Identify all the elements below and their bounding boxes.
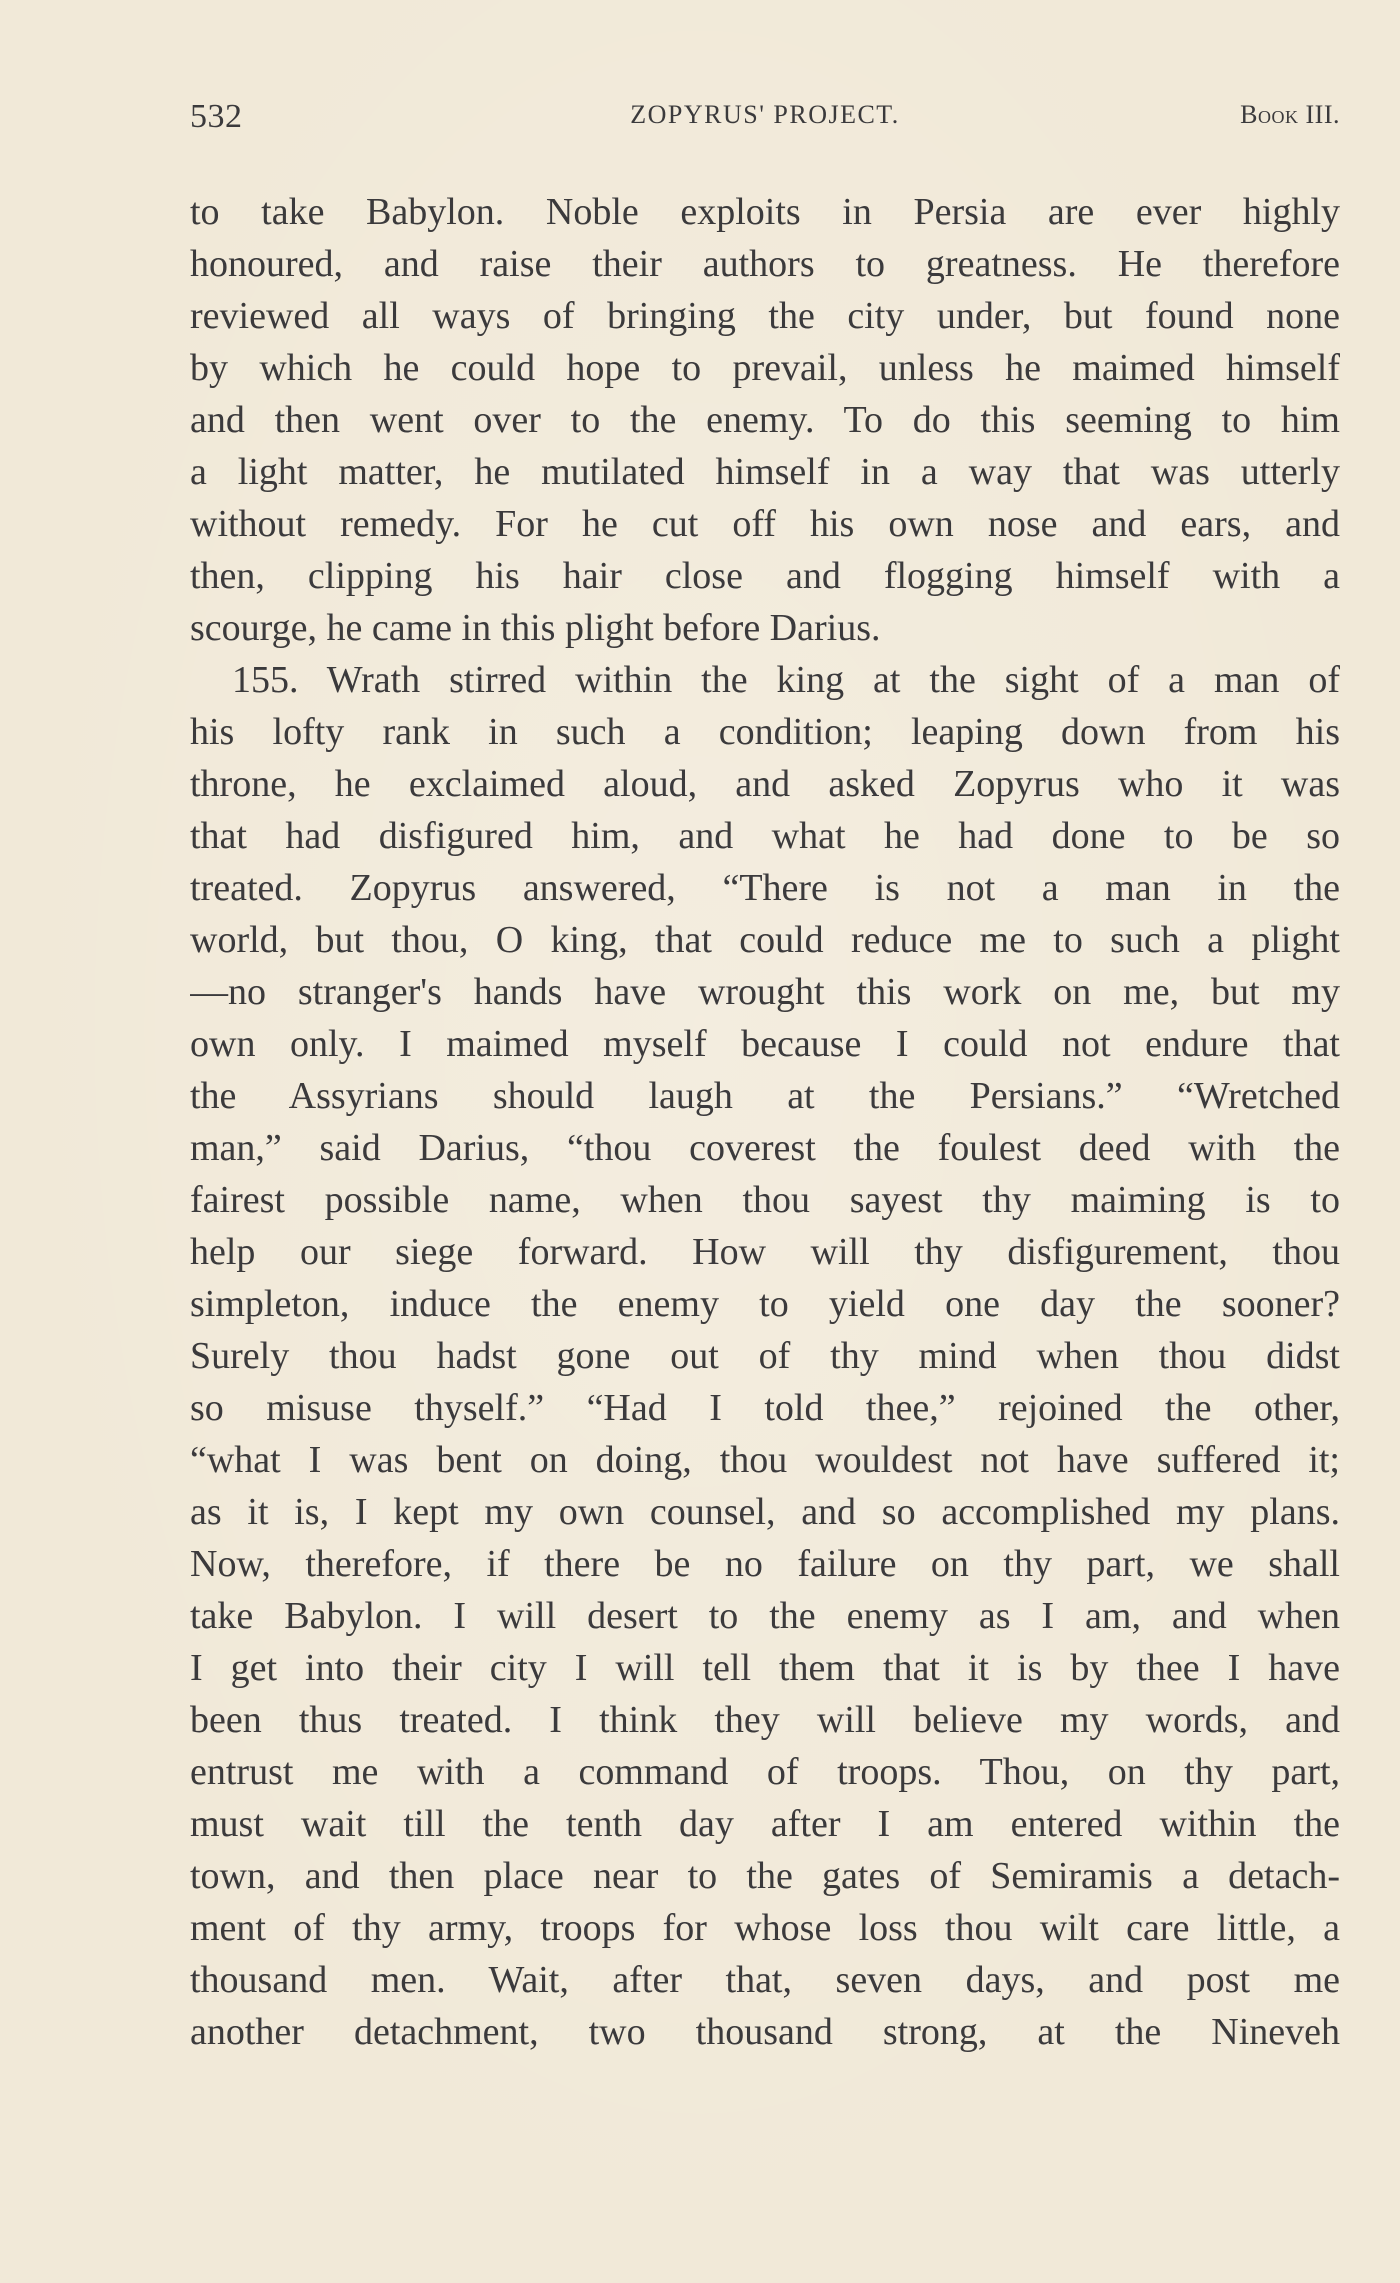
text-line: man,” said Darius, “thou coverest the foulest deed with the <box>190 1127 1340 1169</box>
text-line: world, but thou, O king, that could reduce me to such a plight <box>190 919 1340 961</box>
text-line: entrust me with a command of troops. Thou, on thy part, <box>190 1751 1340 1793</box>
text-line: reviewed all ways of bringing the city under, but found none <box>190 295 1340 337</box>
text-line: help our siege forward. How will thy disfigurement, thou <box>190 1231 1340 1273</box>
text-line: been thus treated. I think they will believe my words, and <box>190 1699 1340 1741</box>
text-line: “what I was bent on doing, thou wouldest not have suffered it; <box>190 1439 1340 1481</box>
text-line: without remedy. For he cut off his own nose and ears, and <box>190 503 1340 545</box>
book-label: Book III. <box>1240 100 1340 129</box>
text-line: honoured, and raise their authors to greatness. He therefore <box>190 243 1340 285</box>
text-line: simpleton, induce the enemy to yield one day the sooner? <box>190 1283 1340 1325</box>
page-number: 532 <box>190 98 243 135</box>
text-line: another detachment, two thousand strong, at the Nineveh <box>190 2011 1340 2053</box>
text-line: —no stranger's hands have wrought this work on me, but my <box>190 971 1340 1013</box>
text-line: his lofty rank in such a condition; leaping down from his <box>190 711 1340 753</box>
text-line: throne, he exclaimed aloud, and asked Zopyrus who it was <box>190 763 1340 805</box>
paragraph-end-line: scourge, he came in this plight before Darius. <box>190 607 881 649</box>
text-line: Surely thou hadst gone out of thy mind when thou didst <box>190 1335 1340 1377</box>
text-line: that had disfigured him, and what he had done to be so <box>190 815 1340 857</box>
text-line: ment of thy army, troops for whose loss thou wilt care little, a <box>190 1907 1340 1949</box>
running-head <box>190 98 1340 148</box>
text-line: then, clipping his hair close and flogging himself with a <box>190 555 1340 597</box>
text-line: by which he could hope to prevail, unless he maimed himself <box>190 347 1340 389</box>
text-line: thousand men. Wait, after that, seven days, and post me <box>190 1959 1340 2001</box>
text-line: and then went over to the enemy. To do this seeming to him <box>190 399 1340 441</box>
chapter-title: ZOPYRUS' PROJECT. <box>630 100 900 129</box>
text-line: take Babylon. I will desert to the enemy as I am, and when <box>190 1595 1340 1637</box>
text-line: town, and then place near to the gates of Semiramis a detach- <box>190 1855 1340 1897</box>
text-line: Now, therefore, if there be no failure on thy part, we shall <box>190 1543 1340 1585</box>
text-line: I get into their city I will tell them that it is by thee I have <box>190 1647 1340 1689</box>
text-line: fairest possible name, when thou sayest thy maiming is to <box>190 1179 1340 1221</box>
body-text <box>190 186 1340 2058</box>
text-line: the Assyrians should laugh at the Persians.” “Wretched <box>190 1075 1340 1117</box>
text-line: as it is, I kept my own counsel, and so accomplished my plans. <box>190 1491 1340 1533</box>
text-line: so misuse thyself.” “Had I told thee,” rejoined the other, <box>190 1387 1340 1429</box>
text-line: a light matter, he mutilated himself in a way that was utterly <box>190 451 1340 493</box>
text-line: own only. I maimed myself because I could not endure that <box>190 1023 1340 1065</box>
text-line: must wait till the tenth day after I am entered within the <box>190 1803 1340 1845</box>
text-line: to take Babylon. Noble exploits in Persia are ever highly <box>190 191 1340 233</box>
text-line: treated. Zopyrus answered, “There is not a man in the <box>190 867 1340 909</box>
section-155-start-line: 155. Wrath stirred within the king at the sight of a man of <box>232 659 1340 701</box>
